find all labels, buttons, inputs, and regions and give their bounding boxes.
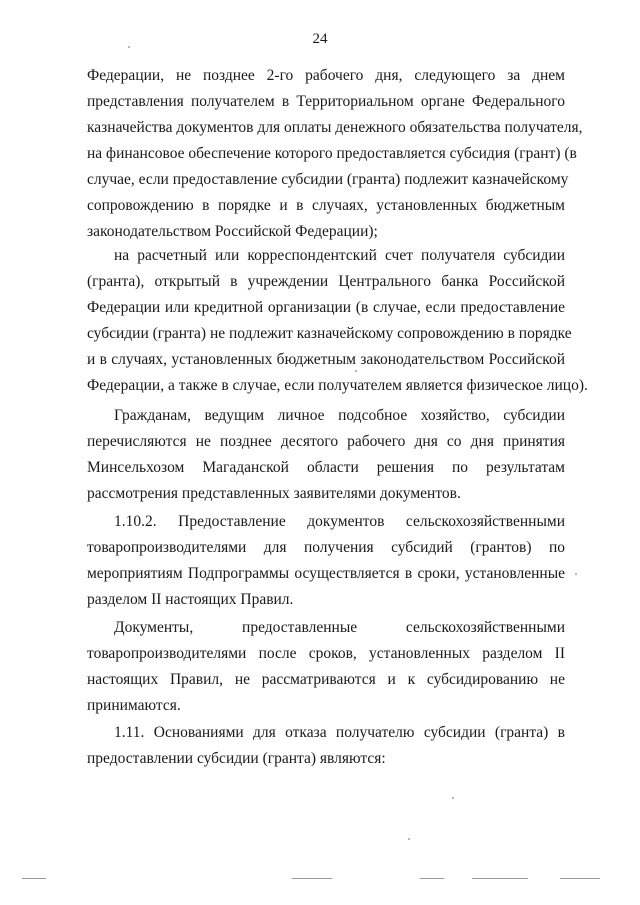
text-line: Федерации, не позднее 2-го рабочего дня, следующего за днем — [87, 67, 565, 84]
scan-speck — [575, 573, 577, 575]
text-line: Минсельхозом Магаданской области решения по результатам — [87, 459, 565, 476]
scan-speck — [408, 838, 410, 840]
text-line: 1.11. Основаниями для отказа получателю субсидии (гранта) в — [114, 724, 565, 741]
text-line: Документы, предоставленные сельскохозяйственными — [114, 619, 565, 636]
paragraph-late-documents — [87, 615, 565, 719]
paragraph-continuation — [87, 63, 583, 245]
paragraph-1-11 — [87, 720, 565, 772]
text-line: представления получателем в Территориальном органе Федерального — [87, 93, 565, 110]
page-number: 24 — [312, 31, 328, 47]
text-line: на финансовое обеспечение которого предоставляется субсидия (грант) (в — [87, 145, 577, 162]
text-line: и в случаях, установленных бюджетным законодательством Российской — [87, 351, 565, 368]
scan-mark — [472, 878, 528, 879]
text-line: (гранта), открытый в учреждении Центрального банка Российской — [87, 273, 565, 290]
text-line: случае, если предоставление субсидии (гранта) подлежит казначейскому — [87, 171, 569, 188]
scan-edge-marks — [0, 878, 640, 882]
text-line: предоставлении субсидии (гранта) являются: — [87, 750, 386, 767]
scan-mark — [560, 878, 600, 879]
text-line: Федерации, а также в случае, если получателем является физическое лицо). — [87, 377, 588, 394]
paragraph-citizens — [87, 403, 565, 507]
text-line: Гражданам, ведущим личное подсобное хозяйство, субсидии — [114, 407, 565, 424]
text-line: товаропроизводителями после сроков, установленных разделом II — [87, 645, 565, 662]
text-line: принимаются. — [87, 697, 181, 714]
scan-mark — [22, 878, 46, 879]
scan-mark — [420, 878, 444, 879]
text-line: сопровождению в порядке и в случаях, установленных бюджетным — [87, 197, 565, 214]
text-line: разделом II настоящих Правил. — [87, 591, 294, 608]
text-line: перечисляются не позднее десятого рабочего дня со дня принятия — [87, 433, 565, 450]
scan-speck — [355, 370, 357, 372]
text-line: на расчетный или корреспондентский счет получателя субсидии — [114, 247, 565, 264]
scan-speck — [128, 46, 130, 48]
text-line: казначейства документов для оплаты денежного обязательства получателя, — [87, 119, 583, 136]
scan-mark — [292, 878, 332, 879]
paragraph-1-10-2 — [87, 509, 565, 613]
paragraph-settlement-account — [87, 243, 588, 399]
text-line: 1.10.2. Предоставление документов сельскохозяйственными — [114, 513, 565, 530]
text-line: рассмотрения представленных заявителями документов. — [87, 485, 461, 502]
text-line: товаропроизводителями для получения субсидий (грантов) по — [87, 539, 565, 556]
text-line: настоящих Правил, не рассматриваются и к субсидированию не — [87, 671, 565, 688]
text-line: субсидии (гранта) не подлежит казначейскому сопровождению в порядке — [87, 325, 572, 342]
scan-speck — [452, 797, 454, 799]
text-line: Федерации или кредитной организации (в случае, если предоставление — [87, 299, 565, 316]
text-line: законодательством Российской Федерации); — [87, 223, 378, 240]
text-line: мероприятиям Подпрограммы осуществляется в сроки, установленные — [87, 565, 565, 582]
